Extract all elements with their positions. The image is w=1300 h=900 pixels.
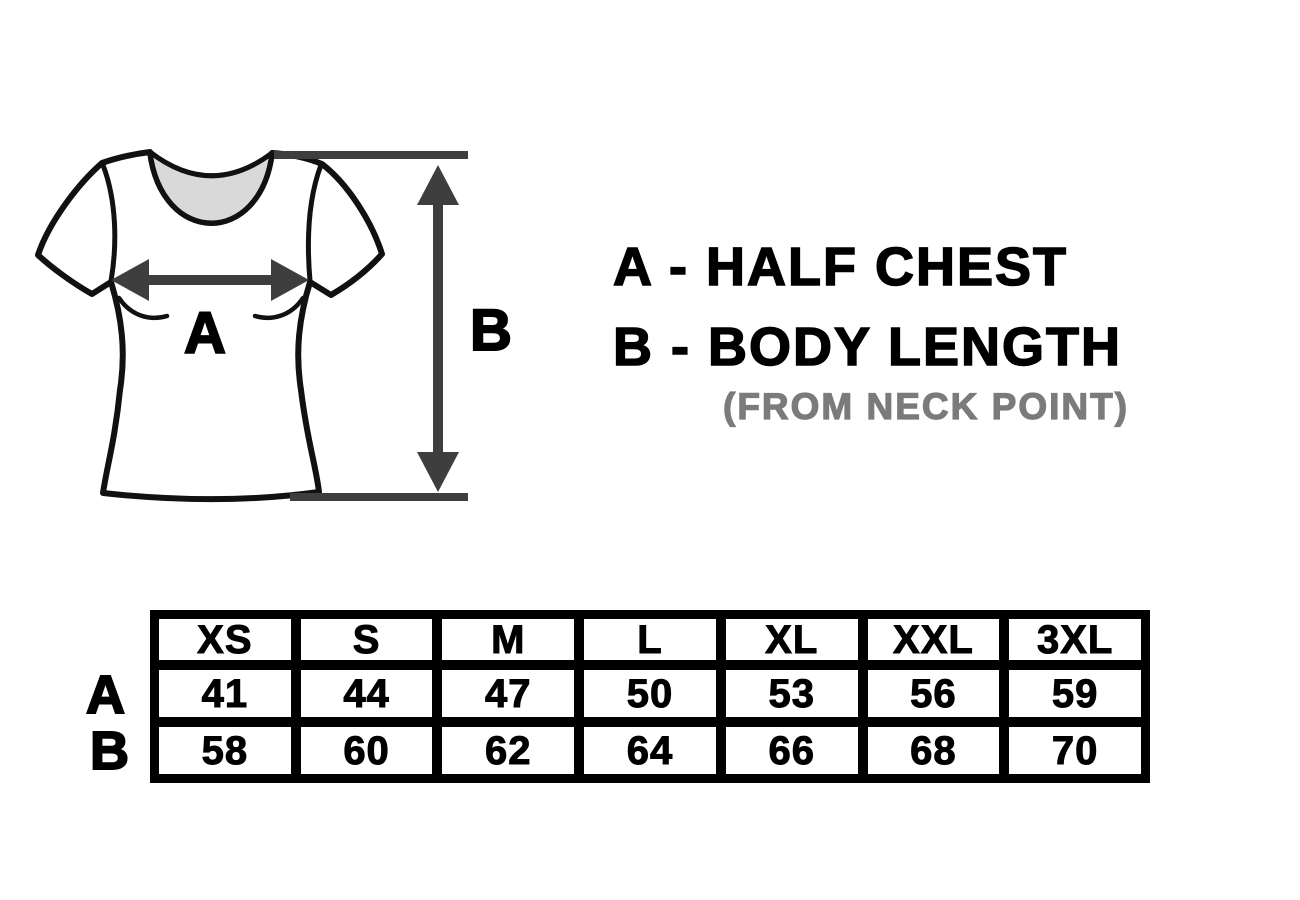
size-header-3xl: 3XL	[1009, 619, 1141, 660]
value-b-l: 64	[584, 727, 716, 774]
value-b-xs: 58	[159, 727, 291, 774]
size-header-s: S	[301, 619, 433, 660]
measure-label-a: A	[184, 301, 226, 366]
size-table	[150, 610, 1150, 783]
value-a-l: 50	[584, 670, 716, 717]
value-b-xl: 66	[726, 727, 858, 774]
size-header-m: M	[442, 619, 574, 660]
value-b-xxl: 68	[868, 727, 1000, 774]
value-a-s: 44	[301, 670, 433, 717]
value-a-m: 47	[442, 670, 574, 717]
table-row-label-b: B	[90, 721, 129, 781]
size-header-xs: XS	[159, 619, 291, 660]
size-header-xxl: XXL	[868, 619, 1000, 660]
value-b-3xl: 70	[1009, 727, 1141, 774]
legend-body-length: B - BODY LENGTH	[613, 317, 1123, 377]
legend-neck-point-note: (FROM NECK POINT)	[723, 386, 1130, 427]
legend-half-chest: A - HALF CHEST	[613, 237, 1068, 297]
value-a-3xl: 59	[1009, 670, 1141, 717]
tshirt-measurement-diagram	[0, 0, 560, 560]
value-a-xxl: 56	[868, 670, 1000, 717]
size-header-l: L	[584, 619, 716, 660]
measure-label-b: B	[470, 298, 512, 363]
size-header-xl: XL	[726, 619, 858, 660]
value-a-xs: 41	[159, 670, 291, 717]
value-b-s: 60	[301, 727, 433, 774]
value-a-xl: 53	[726, 670, 858, 717]
length-arrow	[417, 165, 459, 492]
value-b-m: 62	[442, 727, 574, 774]
table-row-label-a: A	[86, 665, 125, 725]
